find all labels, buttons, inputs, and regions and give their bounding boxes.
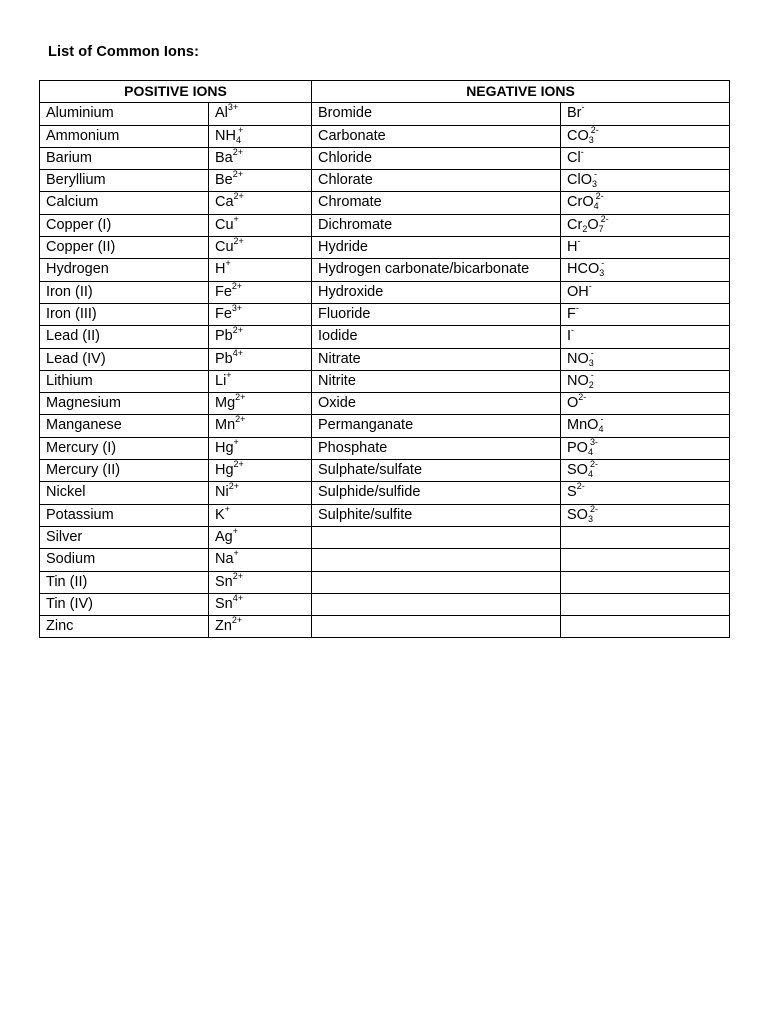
element-symbol: MnO [567,417,599,434]
charge: 2+ [228,481,239,492]
subscript: 3 [592,179,598,190]
page-title: List of Common Ions: [48,44,200,60]
charge: 2- [589,503,598,514]
table-row [40,237,730,259]
negative-ion-formula-cell [561,303,730,325]
negative-ion-name: Chromate [312,192,561,214]
negative-ion-formula-cell [561,437,730,459]
ion-formula [567,236,581,256]
ion-formula [215,191,244,211]
ion-formula [215,503,230,523]
element-symbol: H [567,239,578,256]
charge: 2+ [232,169,244,180]
positive-ion-formula-cell [209,147,312,169]
table-row [40,103,730,125]
positive-ion-formula-cell [209,460,312,482]
table-row [40,482,730,504]
negative-ion-formula-cell [561,259,730,281]
negative-ion-name: Bromide [312,103,561,125]
element-symbol: Fe [215,305,232,322]
element-symbol: Mn [215,417,236,434]
positive-ion-formula-cell [209,125,312,147]
ion-formula [567,258,605,279]
element-symbol: NO [567,350,589,367]
ion-formula [215,236,244,256]
subscript: 2 [582,223,588,234]
element-symbol: Sn [215,573,233,590]
element-symbol: Zn [215,618,232,635]
positive-ion-formula-cell [209,103,312,125]
negative-ion-name: Iodide [312,326,561,348]
charge: 2+ [235,392,246,403]
element-symbol: I [567,328,572,345]
charge: - [571,325,575,336]
ion-formula [215,280,243,300]
negative-ion-formula-cell [561,103,730,125]
positive-ion-formula-cell [209,504,312,526]
positive-ion-formula-cell [209,303,312,325]
positive-ion-formula-cell [209,571,312,593]
table-row [40,504,730,526]
charge: - [600,414,604,425]
charge: - [601,258,605,269]
charge: 2+ [231,615,243,626]
positive-ion-name: Hydrogen [40,259,209,281]
subscript: 2 [588,379,594,390]
positive-ion-name: Zinc [40,616,209,638]
element-symbol: Li [215,372,227,389]
subscript: 4 [235,134,241,145]
ion-formula [215,124,244,145]
negative-ion-formula-cell [561,393,730,415]
negative-ion-formula-cell [561,593,730,615]
positive-ion-name: Lithium [40,370,209,392]
element-symbol: Pb [215,350,233,367]
table-row [40,415,730,437]
positive-ion-formula-cell [209,348,312,370]
negative-ion-formula-cell [561,326,730,348]
subscript: 3 [599,268,605,279]
positive-ion-name: Calcium [40,192,209,214]
ion-formula [215,592,244,612]
charge: - [577,236,581,247]
table-row [40,192,730,214]
charge: + [237,124,244,135]
negative-ion-name: Sulphide/sulfide [312,482,561,504]
ion-formula [215,392,246,412]
charge: 2+ [233,236,244,247]
ion-formula [567,414,604,435]
negative-ion-name [312,549,561,571]
ion-formula [567,146,584,166]
positive-ion-name: Copper (II) [40,237,209,259]
element-symbol: PO [567,439,588,456]
table-header-row [40,81,730,103]
negative-ion-name [312,616,561,638]
element-symbol: Hg [215,439,234,456]
negative-ion-name: Phosphate [312,437,561,459]
positive-ion-formula-cell [209,393,312,415]
positive-ion-name: Lead (II) [40,326,209,348]
negative-ion-formula-cell [561,460,730,482]
ion-formula [215,481,239,501]
charge: 2- [576,481,585,492]
positive-ion-formula-cell [209,616,312,638]
ion-formula [215,302,243,322]
charge: - [575,302,579,313]
positive-ion-name: Silver [40,526,209,548]
element-symbol: Cu [215,216,234,233]
charge: 2- [595,191,604,202]
element-symbol: Sn [215,595,233,612]
negative-ion-formula-cell [561,526,730,548]
table-row [40,526,730,548]
negative-ion-name: Carbonate [312,125,561,147]
element-symbol: F [567,305,576,322]
element-symbol: O [567,395,579,412]
ion-formula [215,548,239,568]
charge: 3+ [231,302,243,313]
negative-ion-formula-cell [561,415,730,437]
table-row [40,170,730,192]
ion-formula [215,570,244,590]
element-symbol: CrO [567,194,594,211]
ion-formula [215,369,232,389]
negative-ion-name: Hydride [312,237,561,259]
positive-ion-name: Nickel [40,482,209,504]
positive-ion-name: Lead (IV) [40,348,209,370]
charge: - [581,102,585,113]
positive-ion-name: Iron (II) [40,281,209,303]
ion-formula [567,169,598,190]
element-symbol: HCO [567,261,600,278]
ion-formula [215,436,239,456]
table-row [40,370,730,392]
charge: 2+ [233,459,244,470]
charge: - [594,169,598,180]
subscript: 4 [587,469,593,480]
negative-ion-name: Sulphite/sulfite [312,504,561,526]
positive-ion-name: Mercury (I) [40,437,209,459]
element-symbol: NH [215,127,236,144]
negative-ion-name: Sulphate/sulfate [312,460,561,482]
negative-ion-formula-cell [561,482,730,504]
positive-ion-name: Tin (II) [40,571,209,593]
table-row [40,326,730,348]
charge: + [233,436,239,447]
ion-formula [567,392,587,412]
ion-formula [215,525,239,545]
positive-ion-formula-cell [209,237,312,259]
element-symbol: Hg [215,462,234,479]
element-symbol: Cu [215,239,234,256]
ion-rows [40,103,730,638]
element-symbol: H [215,261,226,278]
ion-formula [215,169,244,189]
negative-ion-name: Hydrogen carbonate/bicarbonate [312,259,561,281]
positive-ion-formula-cell [209,259,312,281]
table-row [40,348,730,370]
ion-formula [215,615,243,635]
element-symbol: Ba [215,149,233,166]
negative-ion-formula-cell [561,170,730,192]
positive-ion-name: Sodium [40,549,209,571]
table-row [40,214,730,236]
ion-formula [567,191,604,212]
ion-formula [567,503,598,524]
ion-formula [567,369,594,390]
negative-ion-name: Chloride [312,147,561,169]
table-row [40,460,730,482]
element-symbol: Ni [215,484,229,501]
positive-ion-name: Tin (IV) [40,593,209,615]
ion-formula [567,302,579,322]
charge: 2- [600,213,609,224]
subscript: 4 [593,201,599,212]
negative-ion-name: Hydroxide [312,281,561,303]
charge: - [580,146,584,157]
negative-ion-formula-cell [561,125,730,147]
negative-ion-formula-cell [561,237,730,259]
table-row [40,593,730,615]
charge: 2- [590,124,599,135]
positive-ion-name: Beryllium [40,170,209,192]
element-symbol: Cl [567,149,581,166]
ion-formula [567,124,599,145]
negative-ion-name: Oxide [312,393,561,415]
negative-ion-name: Nitrite [312,370,561,392]
charge: 2+ [233,191,244,202]
ion-formula [215,102,239,122]
ion-formula [567,213,609,234]
element-symbol: SO [567,506,588,523]
charge: - [590,369,594,380]
table-row [40,147,730,169]
element-symbol: O [587,216,599,233]
ion-formula [567,102,585,122]
negative-ion-formula-cell [561,192,730,214]
element-symbol: CO [567,127,589,144]
ion-formula [567,280,592,300]
positive-ion-name: Potassium [40,504,209,526]
charge: 3- [589,436,598,447]
ion-formula [215,146,244,166]
positive-ion-name: Aluminium [40,103,209,125]
element-symbol: Al [215,105,228,122]
charge: 2+ [232,570,244,581]
positive-ion-name: Copper (I) [40,214,209,236]
ion-formula [567,347,594,368]
ions-table [39,80,730,638]
table-row [40,393,730,415]
charge: + [233,213,239,224]
positive-ion-formula-cell [209,415,312,437]
positive-ion-name: Iron (III) [40,303,209,325]
element-symbol: Pb [215,328,233,345]
negative-ion-formula-cell [561,147,730,169]
table-row [40,437,730,459]
charge: 2+ [232,146,244,157]
negative-ion-name: Permanganate [312,415,561,437]
element-symbol: ClO [567,172,592,189]
charge: + [233,548,239,559]
subscript: 3 [587,513,593,524]
charge: - [590,347,594,358]
positive-ion-name: Magnesium [40,393,209,415]
table-row [40,281,730,303]
table-row [40,616,730,638]
element-symbol: Be [215,172,233,189]
table-row [40,259,730,281]
element-symbol: Br [567,105,582,122]
element-symbol: K [215,506,225,523]
positive-ion-formula-cell [209,549,312,571]
charge: 4+ [232,347,244,358]
positive-ion-name: Mercury (II) [40,460,209,482]
subscript: 4 [598,424,604,435]
negative-ion-formula-cell [561,214,730,236]
element-symbol: Mg [215,395,236,412]
charge: 4+ [232,592,244,603]
charge: 2+ [232,325,244,336]
positive-ion-name: Ammonium [40,125,209,147]
positive-ion-formula-cell [209,370,312,392]
positive-ion-name: Manganese [40,415,209,437]
element-symbol: Ag [215,528,233,545]
ion-formula [567,325,575,345]
element-symbol: Na [215,551,234,568]
charge: + [224,503,230,514]
positive-ion-formula-cell [209,593,312,615]
positive-ion-formula-cell [209,214,312,236]
positive-ion-formula-cell [209,482,312,504]
negative-ion-formula-cell [561,281,730,303]
ion-formula [215,459,244,479]
element-symbol: Cr [567,216,583,233]
positive-ions-header: POSITIVE IONS [40,81,312,103]
negative-ion-name: Dichromate [312,214,561,236]
ion-formula [215,213,239,233]
charge: 2- [589,459,598,470]
element-symbol: Fe [215,283,232,300]
element-symbol: NO [567,372,589,389]
ion-formula [215,325,244,345]
positive-ion-formula-cell [209,170,312,192]
ion-formula [215,258,231,278]
positive-ion-formula-cell [209,437,312,459]
negative-ion-name: Nitrate [312,348,561,370]
negative-ions-header: NEGATIVE IONS [312,81,730,103]
charge: 2+ [231,280,243,291]
table-row [40,125,730,147]
element-symbol: Ca [215,194,234,211]
charge: + [232,525,239,536]
element-symbol: S [567,484,577,501]
table-row [40,571,730,593]
negative-ion-formula-cell [561,616,730,638]
positive-ion-formula-cell [209,326,312,348]
subscript: 7 [598,223,604,234]
ion-formula [567,436,598,457]
charge: 2+ [235,414,246,425]
ion-formula [567,481,585,501]
negative-ion-name [312,571,561,593]
charge: + [226,369,232,380]
ion-formula [567,459,598,480]
negative-ion-formula-cell [561,504,730,526]
charge: - [588,280,592,291]
negative-ion-name: Fluoride [312,303,561,325]
positive-ion-formula-cell [209,526,312,548]
subscript: 4 [587,446,593,457]
charge: 3+ [227,102,239,113]
negative-ion-name: Chlorate [312,170,561,192]
element-symbol: SO [567,462,588,479]
negative-ion-name [312,593,561,615]
negative-ion-formula-cell [561,571,730,593]
subscript: 3 [588,357,594,368]
positive-ion-name: Barium [40,147,209,169]
ion-formula [215,414,246,434]
ion-formula [215,347,244,367]
charge: 2- [578,392,587,403]
charge: + [225,258,231,269]
subscript: 3 [588,134,594,145]
negative-ion-formula-cell [561,549,730,571]
table-row [40,303,730,325]
positive-ion-formula-cell [209,192,312,214]
negative-ion-name [312,526,561,548]
table-row [40,549,730,571]
negative-ion-formula-cell [561,348,730,370]
element-symbol: OH [567,283,589,300]
positive-ion-formula-cell [209,281,312,303]
negative-ion-formula-cell [561,370,730,392]
